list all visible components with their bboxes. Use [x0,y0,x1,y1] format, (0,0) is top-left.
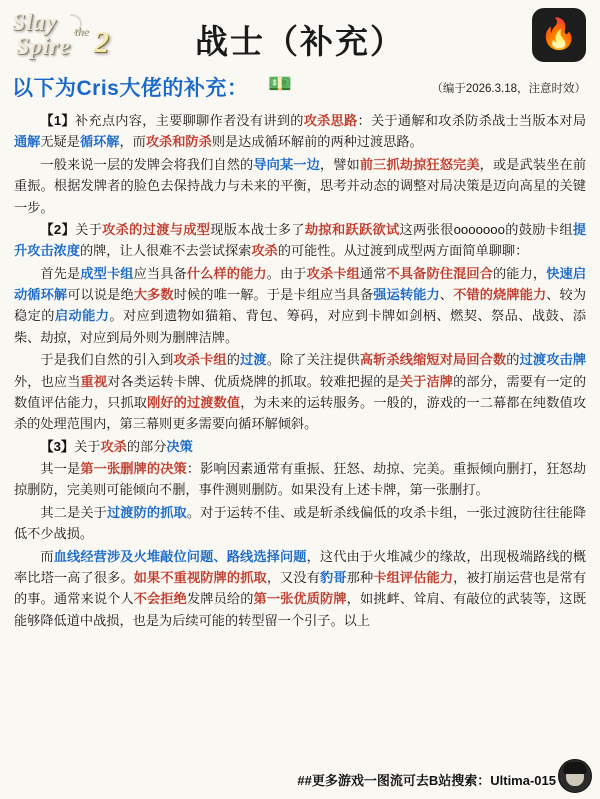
money-icon: 💵 [268,74,292,95]
document-footer [0,761,600,795]
text-segment: 卡组评估能力 [373,569,454,585]
text-segment: 启动能力 [54,308,110,324]
text-segment: 时候的唯一解。于是卡组应当具备 [173,287,374,302]
text-segment: 。对于运转不佳、或是斩杀线偏低的攻杀卡组，一张过渡防往往能降低不少战损。 [14,504,587,542]
text-segment: 攻杀 [251,243,278,259]
text-segment: 大多数 [133,287,174,302]
subtitle-text: 以下为Cris大佬的补充： [12,77,249,100]
text-segment: 循环解 [79,134,120,150]
text-segment: ，被打崩运营也是常有的事。通常来说个人 [14,569,587,607]
text-segment: 无疑是 [40,134,80,150]
text-segment: 、较为稳定的 [14,287,587,324]
paragraph [14,219,586,262]
text-segment: ，这代由于火堆减少的缘故，出现极端路线的概率比塔一高了很多。 [14,548,587,585]
text-segment: ，或是武装坐在前重振。根据发牌者的脸色去保持战力与未来的平衡，思考并动态的调整对局决策是迈向高星的关键一步。 [14,156,587,215]
text-segment: 导向某一边 [253,156,320,172]
text-segment: 不具备防住混回合 [386,265,493,281]
text-segment: 攻杀卡组 [306,265,360,281]
text-segment: 攻杀和防杀 [145,134,212,150]
text-segment: 关于 [74,438,101,454]
text-segment: 的牌，让人很难不去尝试探索 [79,243,252,259]
flame-icon: 🔥 [532,8,586,62]
text-segment: 这两张很ooooooo的鼓励卡组 [399,221,573,237]
text-segment: 前三抓劫掠狂怒完美 [359,156,480,172]
avatar-hair [563,762,587,774]
text-segment: 什么样的能力 [186,265,267,281]
text-segment: ：影响因素通常有重振、狂怒、劫掠、完美。重振倾向删打，狂怒劫掠删防，完美则可能倾向不删，事件测则删防。如果没有上述卡牌，第一张删打。 [14,461,587,498]
text-segment: 、 [439,287,454,302]
text-segment: 强运转能力 [373,287,440,302]
logo-number: 2 [94,26,109,59]
text-segment: ，如挑衅、耸肩、有敲位的武装等，这既能够降低道中战损，也是为后续可能的转型留一个引子。以上 [14,591,587,628]
text-segment: 【3】 [40,438,75,454]
text-segment: 应当具备 [133,265,187,281]
subtitle-row [0,72,600,106]
logo-spire-text: Spire [16,34,71,60]
logo-slay-text: Slay [12,10,57,36]
text-segment: 血线经营涉及火堆敲位问题、路线选择问题 [53,548,307,564]
text-segment: 首先是 [40,265,81,281]
text-segment: 豹哥 [320,569,347,585]
text-segment: 重视 [80,373,108,389]
paragraph [14,436,586,457]
page-title: 战士（补充） [195,25,405,61]
paragraph [14,110,586,153]
text-segment: 的 [506,352,520,368]
avatar [558,759,592,793]
text-segment: 【1】 [40,113,75,128]
text-segment: 其二是关于 [40,504,107,520]
text-segment: 的部分，需要有一定的数值评估能力，只抓取 [14,373,587,410]
text-segment: 一般来说一层的发牌会将我们自然的 [40,156,254,172]
text-segment: 的可能性。从过渡到成型两方面简单聊聊： [277,243,529,259]
text-segment: 决策 [166,438,193,454]
text-segment: 的能力， [493,265,547,281]
text-segment: 。对应到遗物如猫箱、背包、筹码，对应到卡牌如剑柄、燃契、祭品、战鼓、添柴、劫掠，对应到局外则为删牌洁牌。 [14,308,587,345]
text-segment: 通常 [359,265,387,281]
text-segment: 【2】 [40,221,76,237]
text-segment: 第一张优质防牌 [253,591,347,607]
text-segment: 那种 [346,569,374,585]
text-segment: 补充点内容，主要聊聊作者没有讲到的 [74,113,304,128]
text-segment: 过渡防的抓取 [106,504,187,520]
text-segment: 攻杀卡组 [173,352,227,368]
text-segment: 攻杀的过渡与成型 [102,221,211,237]
text-segment: 关于洁牌 [399,373,454,389]
text-segment: 第一张删牌的决策 [80,461,187,476]
footer-promo-text: ##更多游戏一图流可去B站搜索：Ultima-015 [297,773,556,788]
text-segment: 攻杀 [100,438,127,454]
text-segment: ，而 [119,134,146,150]
text-segment: 外，也应当 [14,373,81,389]
text-segment: 关于 [75,221,103,237]
text-segment: 快速启动循环解 [14,265,587,302]
paragraph [14,349,586,435]
text-segment: 提升攻击浓度 [14,221,587,259]
logo-the-text: the [74,24,89,38]
text-segment: 。除了关注提供 [266,352,360,368]
paragraph [14,502,586,545]
text-segment: 刚好的过渡数值 [147,394,241,410]
text-segment: 不错的烧牌能力 [453,287,547,302]
text-segment: 成型卡组 [80,265,134,281]
text-segment: 通解 [14,134,41,150]
text-segment: 劫掠和跃跃欲试 [304,221,400,237]
text-segment: 的部分 [126,438,167,454]
text-segment: 可以说是绝 [67,287,134,302]
paragraph [14,458,586,501]
text-segment: 而 [40,548,54,564]
text-segment: 发牌员给的 [186,591,254,607]
text-segment: ，譬如 [319,156,360,172]
edition-note: （编于2026.3.18，注意时效） [431,83,586,95]
text-segment: 过渡攻击牌 [519,352,587,368]
paragraph [14,546,586,632]
paragraph [14,263,586,349]
text-segment: 如果不重视防牌的抓取 [133,569,267,585]
text-segment: ：关于通解和攻杀防杀战士当版本对局 [357,113,587,128]
text-segment: 过渡 [240,352,267,368]
text-segment: 则是达成循环解前的两种过渡思路。 [211,134,423,150]
text-segment: 现版本战士多了 [210,221,305,237]
text-segment: 不会拒绝 [133,591,187,607]
paragraph [14,154,586,218]
text-segment: ，又没有 [266,569,321,585]
text-segment: 高斩杀线缩短对局回合数 [359,352,507,368]
document-body [0,106,600,631]
text-segment: 于是我们自然的引入到 [40,352,174,368]
text-segment: 攻杀思路 [303,113,358,128]
document-header [0,0,600,72]
text-segment: 其一是 [40,461,81,476]
text-segment: 的 [226,352,241,368]
text-segment: 对各类运转卡牌、优质烧牌的抓取。较难把握的是 [107,373,400,389]
text-segment: ，为未来的运转服务。一般的，游戏的一二幕都在纯数值攻杀的处理范围内，第三幕则更多需要向循环解倾斜。 [14,394,587,432]
text-segment: 。由于 [266,265,307,281]
